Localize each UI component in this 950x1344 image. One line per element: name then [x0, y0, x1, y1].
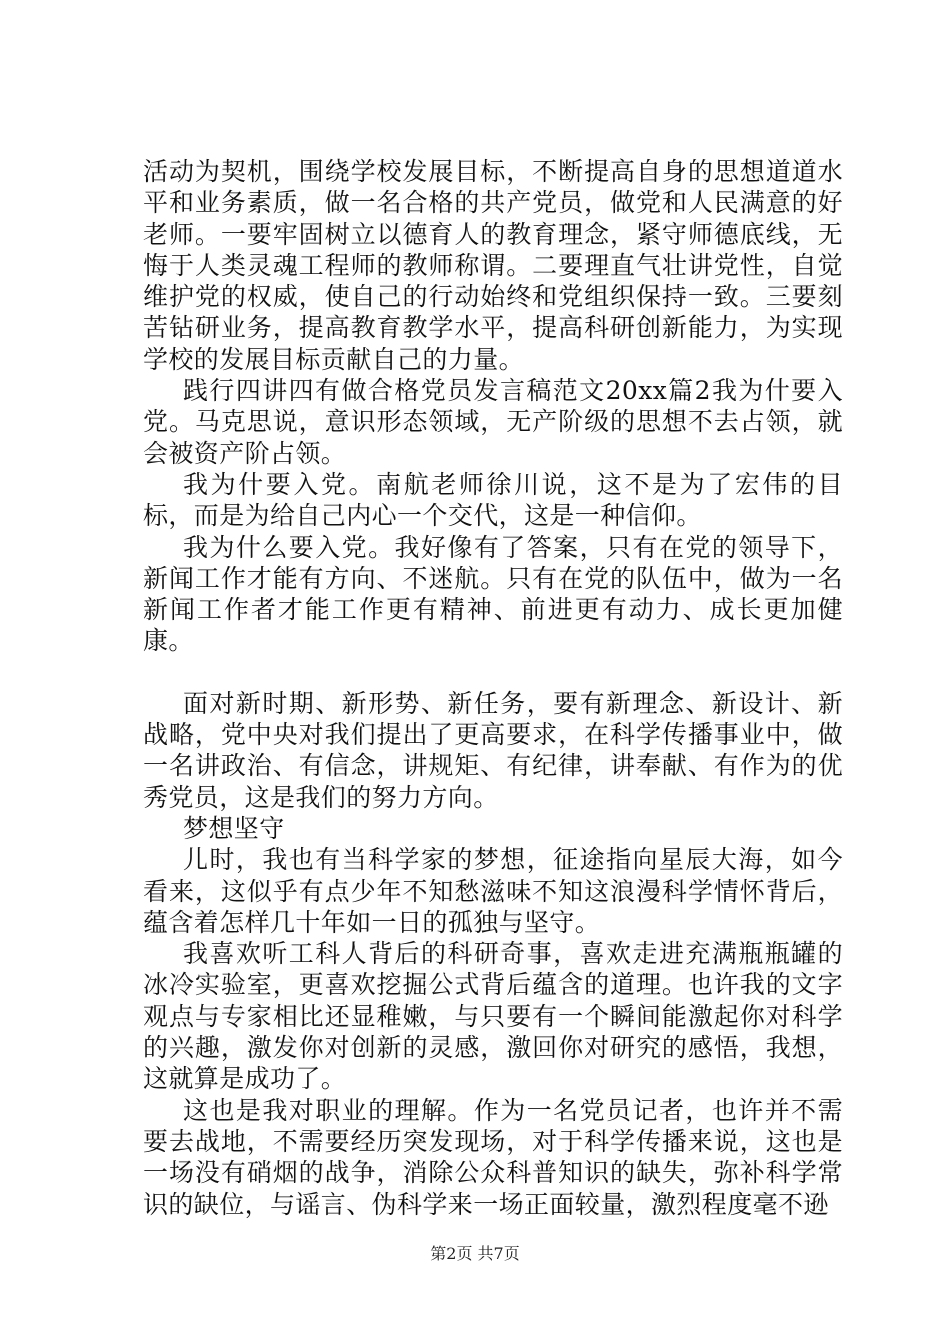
document-body [143, 156, 843, 1220]
paragraph-2: 践行四讲四有做合格党员发言稿范文20xx篇2我为什要入党。马克思说，意识形态领域，无产阶级的思想不去占领，就会被资产阶占领。 [143, 376, 843, 468]
paragraph-6: 儿时，我也有当科学家的梦想，征途指向星辰大海，如今看来，这似乎有点少年不知愁滋味不知这浪漫科学情怀背后，蕴含着怎样几十年如一日的孤独与坚守。 [143, 845, 843, 937]
paragraph-5: 面对新时期、新形势、新任务，要有新理念、新设计、新战略，党中央对我们提出了更高要求，在科学传播事业中，做一名讲政治、有信念，讲规矩、有纪律，讲奉献、有作为的优秀党员，这是我们的努力方向。 [143, 688, 843, 812]
paragraph-8: 这也是我对职业的理解。作为一名党员记者，也许并不需要去战地，不需要经历突发现场，对于科学传播来说，这也是一场没有硝烟的战争，消除公众科普知识的缺失，弥补科学常识的缺位，与谣言、伪科学来一场正面较量，激烈程度毫不逊 [143, 1095, 843, 1219]
page-footer: 第2页 共7页 [430, 1244, 520, 1263]
paragraph-spacer [143, 657, 843, 688]
section-heading: 梦想坚守 [183, 813, 285, 843]
paragraph-4: 我为什么要入党。我好像有了答案，只有在党的领导下，新闻工作才能有方向、不迷航。只有在党的队伍中，做为一名新闻工作者才能工作更有精神、前进更有动力、成长更加健康。 [143, 532, 843, 656]
paragraph-3: 我为什要入党。南航老师徐川说，这不是为了宏伟的目标，而是为给自己内心一个交代，这是一种信仰。 [143, 469, 843, 531]
paragraph-1: 活动为契机，围绕学校发展目标，不断提高自身的思想道道水平和业务素质，做一名合格的共产党员，做党和人民满意的好老师。一要牢固树立以德育人的教育理念，紧守师德底线，无悔于人类灵魂工程师的教师称谓。二要理直气壮讲党性，自觉维护党的权威，使自己的行动始终和党组织保持一致。三要刻苦钻研业务，提高教育教学水平，提高科研创新能力，为实现学校的发展目标贡献自己的力量。 [143, 157, 843, 374]
paragraph-7: 我喜欢听工科人背后的科研奇事，喜欢走进充满瓶瓶罐的冰冷实验室，更喜欢挖掘公式背后蕴含的道理。也许我的文字观点与专家相比还显稚嫩，与只要有一个瞬间能激起你对科学的兴趣，激发你对创新的灵感，激回你对研究的感悟，我想，这就算是成功了。 [143, 939, 843, 1094]
